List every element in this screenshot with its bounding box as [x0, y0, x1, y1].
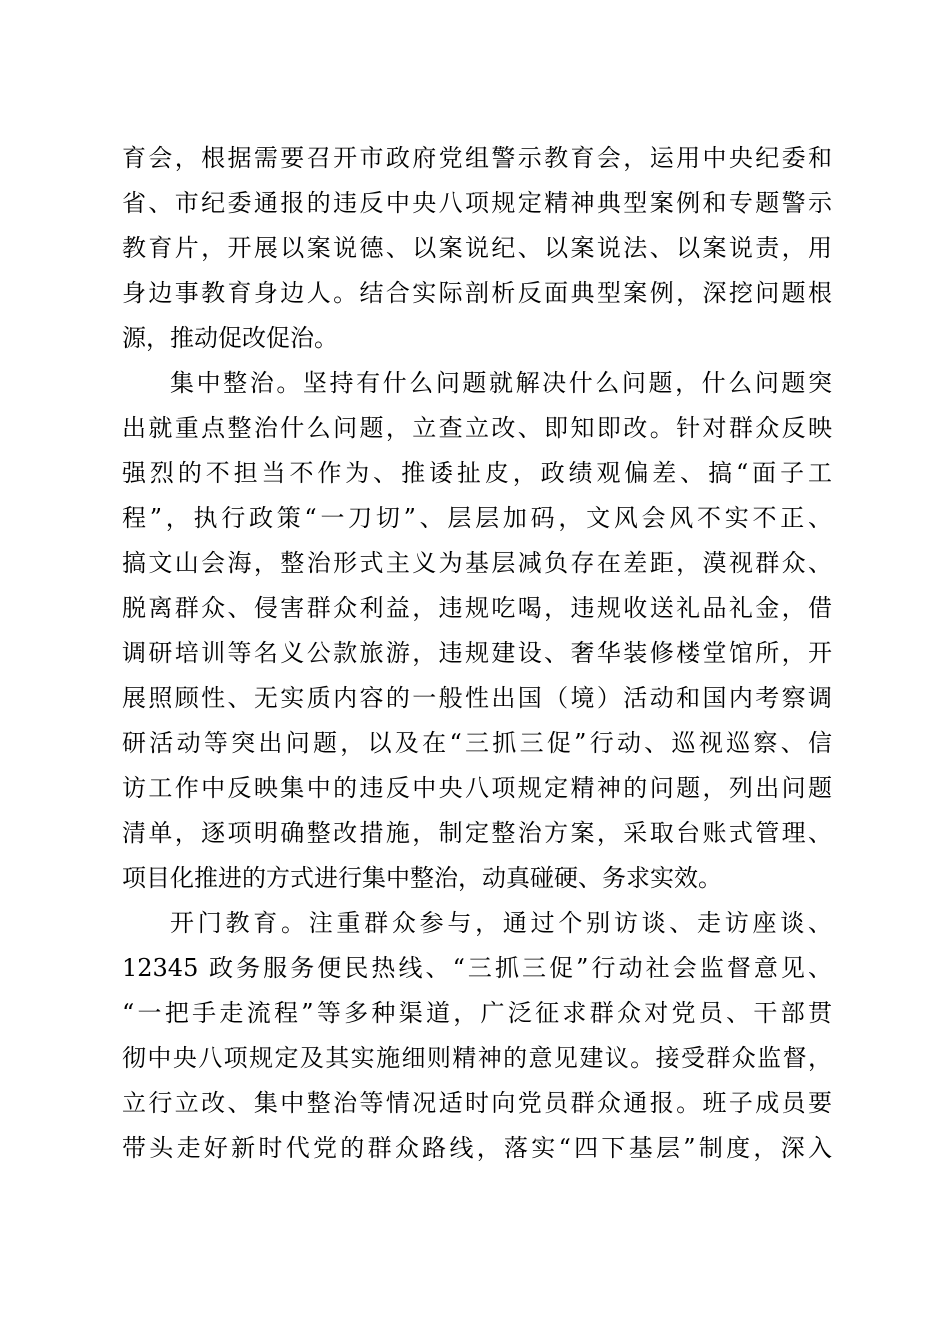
text-line: 项目化推进的方式进行集中整治，动真碰硬、务求实效。	[122, 864, 722, 892]
text-line: 访工作中反映集中的违反中央八项规定精神的问题，列出问题	[122, 774, 832, 802]
text-line: 带头走好新时代党的群众路线，落实“四下基层”制度，深入	[122, 1134, 832, 1162]
paragraph-heading-line: 集中整治。坚持有什么问题就解决什么问题，什么问题突	[170, 369, 832, 397]
text-line: 教育片，开展以案说德、以案说纪、以案说法、以案说责，用	[122, 234, 832, 262]
text-line: 搞文山会海，整治形式主义为基层减负存在差距，漠视群众、	[122, 549, 832, 577]
text-line: 身边事教育身边人。结合实际剖析反面典型案例，深挖问题根	[122, 279, 832, 307]
text-line: 省、市纪委通报的违反中央八项规定精神典型案例和专题警示	[122, 189, 832, 217]
text-line: 育会，根据需要召开市政府党组警示教育会，运用中央纪委和	[122, 144, 832, 172]
text-line: 12345 政务服务便民热线、“三抓三促”行动社会监督意见、	[122, 954, 832, 982]
text-line: 强烈的不担当不作为、推诿扯皮，政绩观偏差、搞“面子工	[122, 459, 832, 487]
paragraph-heading-line: 开门教育。注重群众参与，通过个别访谈、走访座谈、	[170, 909, 832, 937]
text-line: 展照顾性、无实质内容的一般性出国（境）活动和国内考察调	[122, 684, 832, 712]
text-line: 研活动等突出问题，以及在“三抓三促”行动、巡视巡察、信	[122, 729, 832, 757]
text-line: 脱离群众、侵害群众利益，违规吃喝，违规收送礼品礼金，借	[122, 594, 832, 622]
text-line: 彻中央八项规定及其实施细则精神的意见建议。接受群众监督，	[122, 1044, 832, 1072]
text-line: 程”，执行政策“一刀切”、层层加码，文风会风不实不正、	[122, 504, 832, 532]
text-line: 源，推动促改促治。	[122, 324, 338, 352]
text-line: 清单，逐项明确整改措施，制定整治方案，采取台账式管理、	[122, 819, 832, 847]
text-line: 立行立改、集中整治等情况适时向党员群众通报。班子成员要	[122, 1089, 832, 1117]
text-line: 出就重点整治什么问题，立查立改、即知即改。针对群众反映	[122, 414, 832, 442]
text-line: “一把手走流程”等多种渠道，广泛征求群众对党员、干部贯	[122, 999, 832, 1027]
text-line: 调研培训等名义公款旅游，违规建设、奢华装修楼堂馆所，开	[122, 639, 832, 667]
